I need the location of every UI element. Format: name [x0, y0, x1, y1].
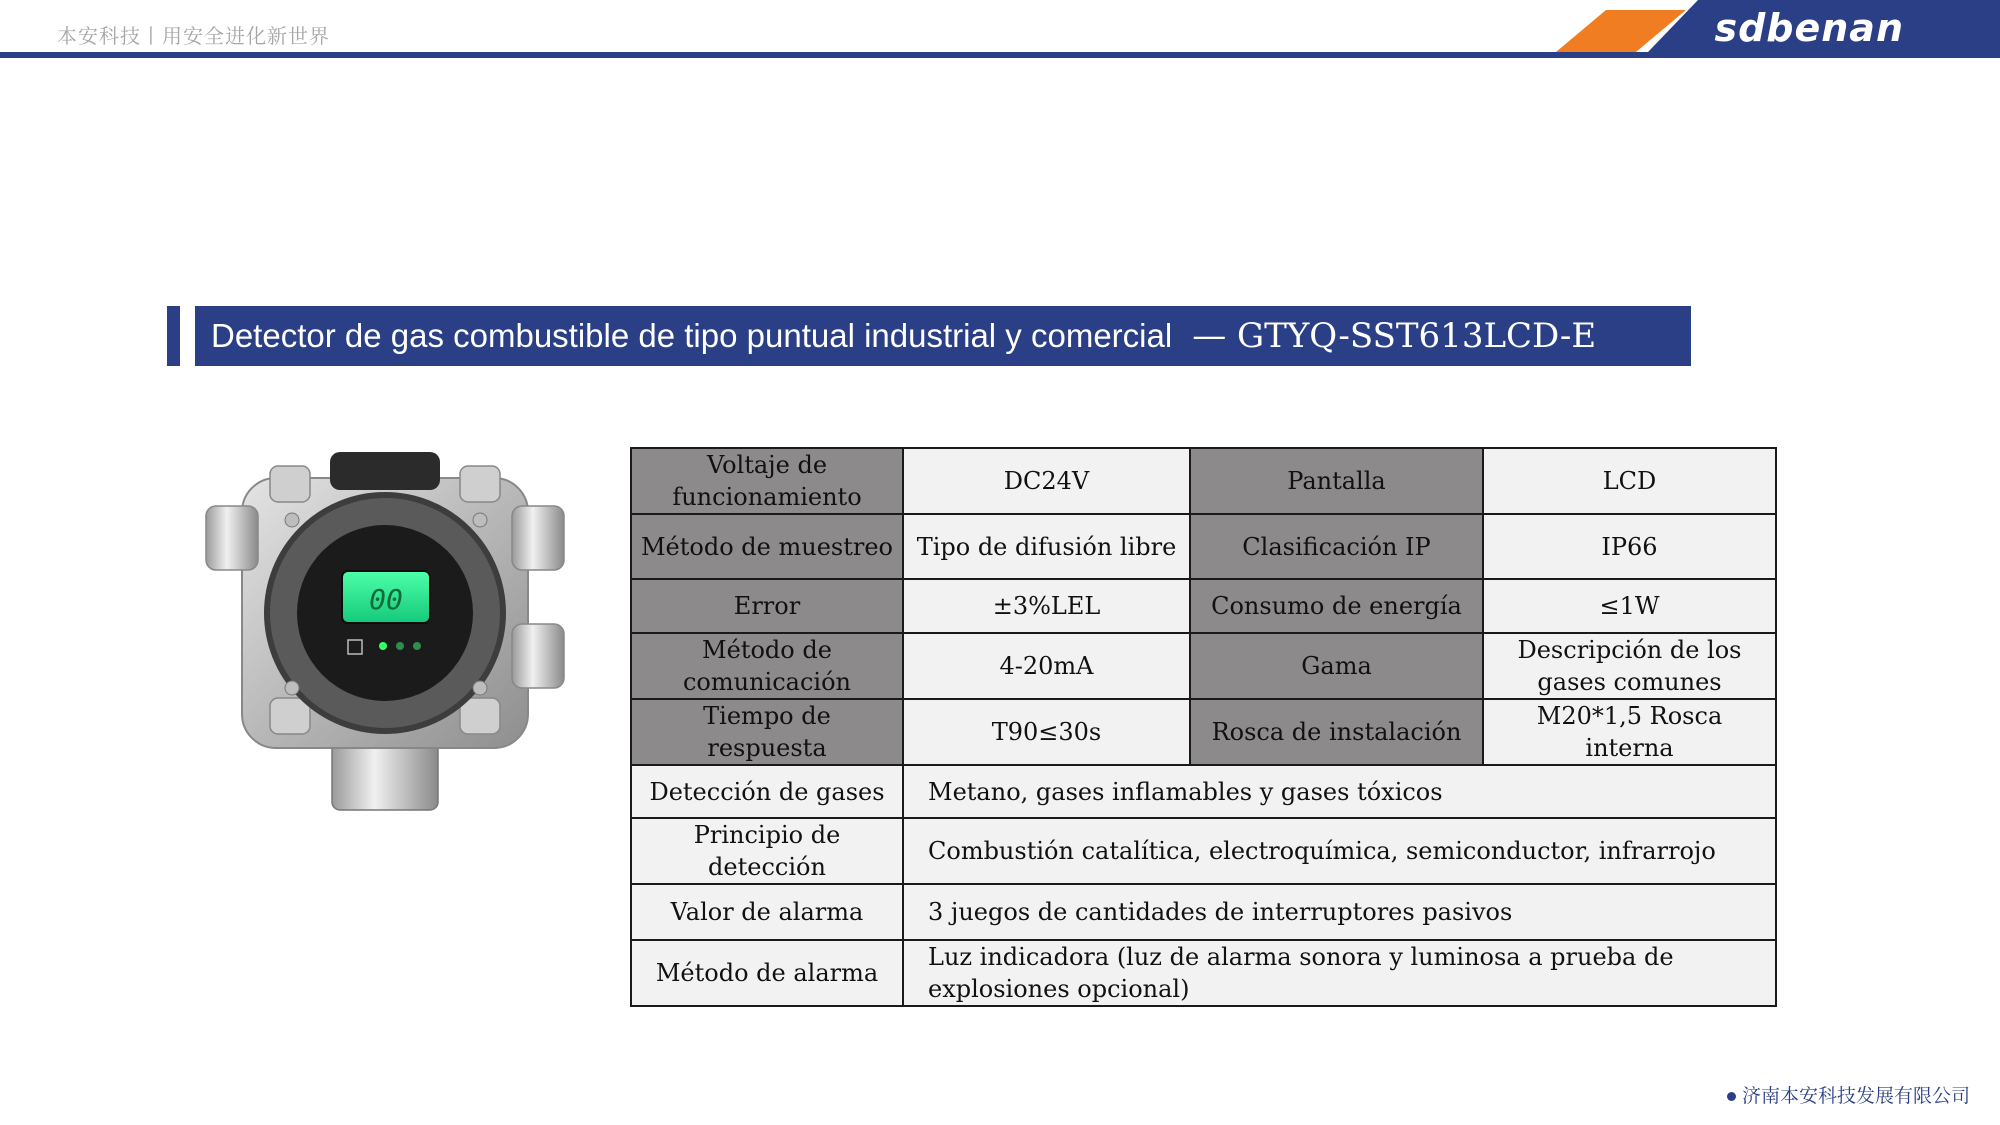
logo-wordmark: sdbenan — [1714, 6, 1904, 50]
spec-value: LCD — [1483, 448, 1776, 514]
title-accent-mark — [167, 306, 180, 366]
spec-label: Consumo de energía — [1190, 579, 1483, 633]
spec-label: Rosca de instalación — [1190, 699, 1483, 765]
bullet-icon — [1727, 1092, 1736, 1101]
footer-company-name: 济南本安科技发展有限公司 — [1741, 1085, 1970, 1107]
spec-label: Principio de detección — [631, 818, 903, 884]
spec-label: Voltaje de funcionamiento — [631, 448, 903, 514]
spec-value: Combustión catalítica, electroquímica, semiconductor, infrarrojo — [903, 818, 1776, 884]
spec-value: Descripción de los gases comunes — [1483, 633, 1776, 699]
spec-value: IP66 — [1483, 514, 1776, 579]
spec-label: Valor de alarma — [631, 884, 903, 940]
spec-label: Método de muestreo — [631, 514, 903, 579]
spec-label: Tiempo de respuesta — [631, 699, 903, 765]
table-row — [631, 579, 1776, 633]
spec-value: ±3%LEL — [903, 579, 1190, 633]
title-model-text: — GTYQ-SST613LCD-E — [1192, 316, 1597, 356]
spec-label: Método de alarma — [631, 940, 903, 1006]
table-row — [631, 818, 1776, 884]
table-row — [631, 765, 1776, 818]
table-row — [631, 940, 1776, 1006]
spec-value: Metano, gases inflamables y gases tóxicos — [903, 765, 1776, 818]
table-row — [631, 633, 1776, 699]
spec-value: T90≤30s — [903, 699, 1190, 765]
header-tagline: 本安科技丨用安全进化新世界 — [57, 24, 330, 48]
lcd-reading: 00 — [369, 583, 403, 616]
spec-label: Error — [631, 579, 903, 633]
spec-value: Luz indicadora (luz de alarma sonora y luminosa a prueba de explosiones opcional) — [903, 940, 1776, 1006]
product-image-gas-detector — [200, 448, 570, 823]
spec-label: Detección de gases — [631, 765, 903, 818]
table-row — [631, 448, 1776, 514]
brand-logo — [1556, 0, 2000, 58]
spec-value: DC24V — [903, 448, 1190, 514]
table-row — [631, 514, 1776, 579]
spec-value: Tipo de difusión libre — [903, 514, 1190, 579]
spec-value: 4-20mA — [903, 633, 1190, 699]
table-row — [631, 884, 1776, 940]
footer-company — [1727, 1081, 1970, 1108]
spec-label: Gama — [1190, 633, 1483, 699]
title-main-text: Detector de gas combustible de tipo puntual industrial y comercial — [211, 317, 1173, 354]
page-title — [195, 306, 1691, 366]
spec-label: Pantalla — [1190, 448, 1483, 514]
spec-label: Clasificación IP — [1190, 514, 1483, 579]
spec-table — [630, 447, 1777, 1007]
table-row — [631, 699, 1776, 765]
spec-label: Método de comunicación — [631, 633, 903, 699]
spec-value: M20*1,5 Rosca interna — [1483, 699, 1776, 765]
spec-value: ≤1W — [1483, 579, 1776, 633]
spec-value: 3 juegos de cantidades de interruptores pasivos — [903, 884, 1776, 940]
